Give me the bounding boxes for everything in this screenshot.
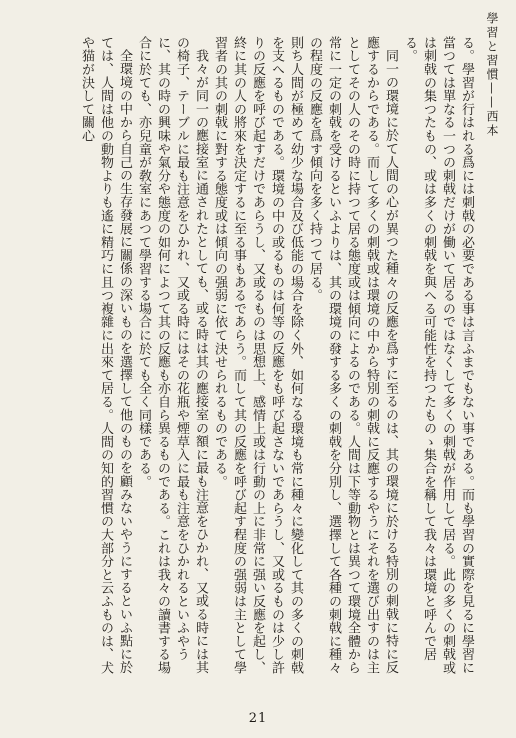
paragraph: る。學習が行はれる爲には刺戟の必要である事は言ふまでもない事である。而も學習の實際を見るに學習に當つては單なる一つの刺戟だけが働いて居るのではなくして多くの刺戟が作用して居る。此の多くの刺戟或は刺戟の集つたもの、或は多くの刺戟を與へる可能性を持つたものゝ集合を稱して我々は環境と呼んで居る。 bbox=[402, 36, 474, 675]
paragraph: 同一の環境に於て人間の心が異つた種々の反應を爲すに至るのは、其の環境に於ける特別の刺戟に特に反應するからである。而して多くの刺戟或は環境の中から特別の刺戟に反應するやうにそれを選び出すのは主としてその人のその時に持つて居る態度或は傾向によるのである。人間は下等動物とは異つて環境全體から常に一定の刺戟を受けるといふよりは、其の環境の發する多くの刺戟を分別し、選擇して各種の刺戟に種々の程度の反應を爲す傾向を多く持つて居る。 bbox=[307, 36, 398, 675]
paragraph: 我々が同一の應接室に通されたとしても、或る時は其の應接室の額に最も注意をひかれ、又或る時には其の椅子、テーブルに最も注意をひかれ、又或る時にはその花瓶や煙草入に最も注意をひかれるといふやうに、其の時の興味や氣分や態度の如何によつて其の反應も亦自ら異るものである。これは我々の讀書する場合に於ても、亦兒童が敎室にあつて學習する場合に於ても全く同樣である。 bbox=[136, 36, 208, 675]
page-number: 21 bbox=[248, 711, 268, 726]
running-header: 學習と習慣——西本 bbox=[485, 12, 499, 138]
paragraph: 全環境の中から自己の生存發展に關係の深いものを選擇して他のものを顧みないやうにするといふ點に於ては、人間は他の動物よりも遙に精巧に且つ複雜に出來て居る。人間の知的習慣の大部分と云ふものは、犬や猫が決して關心 bbox=[79, 36, 132, 675]
body-text bbox=[32, 36, 476, 682]
paragraph: 則ち人間が極めて幼少な場合及び低能の場合を除く外、如何なる環境も常に種々に變化して其の多くの刺戟を支へるものである。環境の中の或るものは何等の反應をも呼び起さないであらうし、又或るものは少し許りの反應を呼び起すだけであらうし、又或るものは思想上、感情上或は行動の上に非常に强い反應を起し、終に其の人の將來を決定するに至る事もあるであらう。而して其の反應を呼び起す程度の强弱は主として學習者の其の刺戟に對する態度或は傾向の强弱に依て決せられるものである。 bbox=[212, 36, 303, 675]
